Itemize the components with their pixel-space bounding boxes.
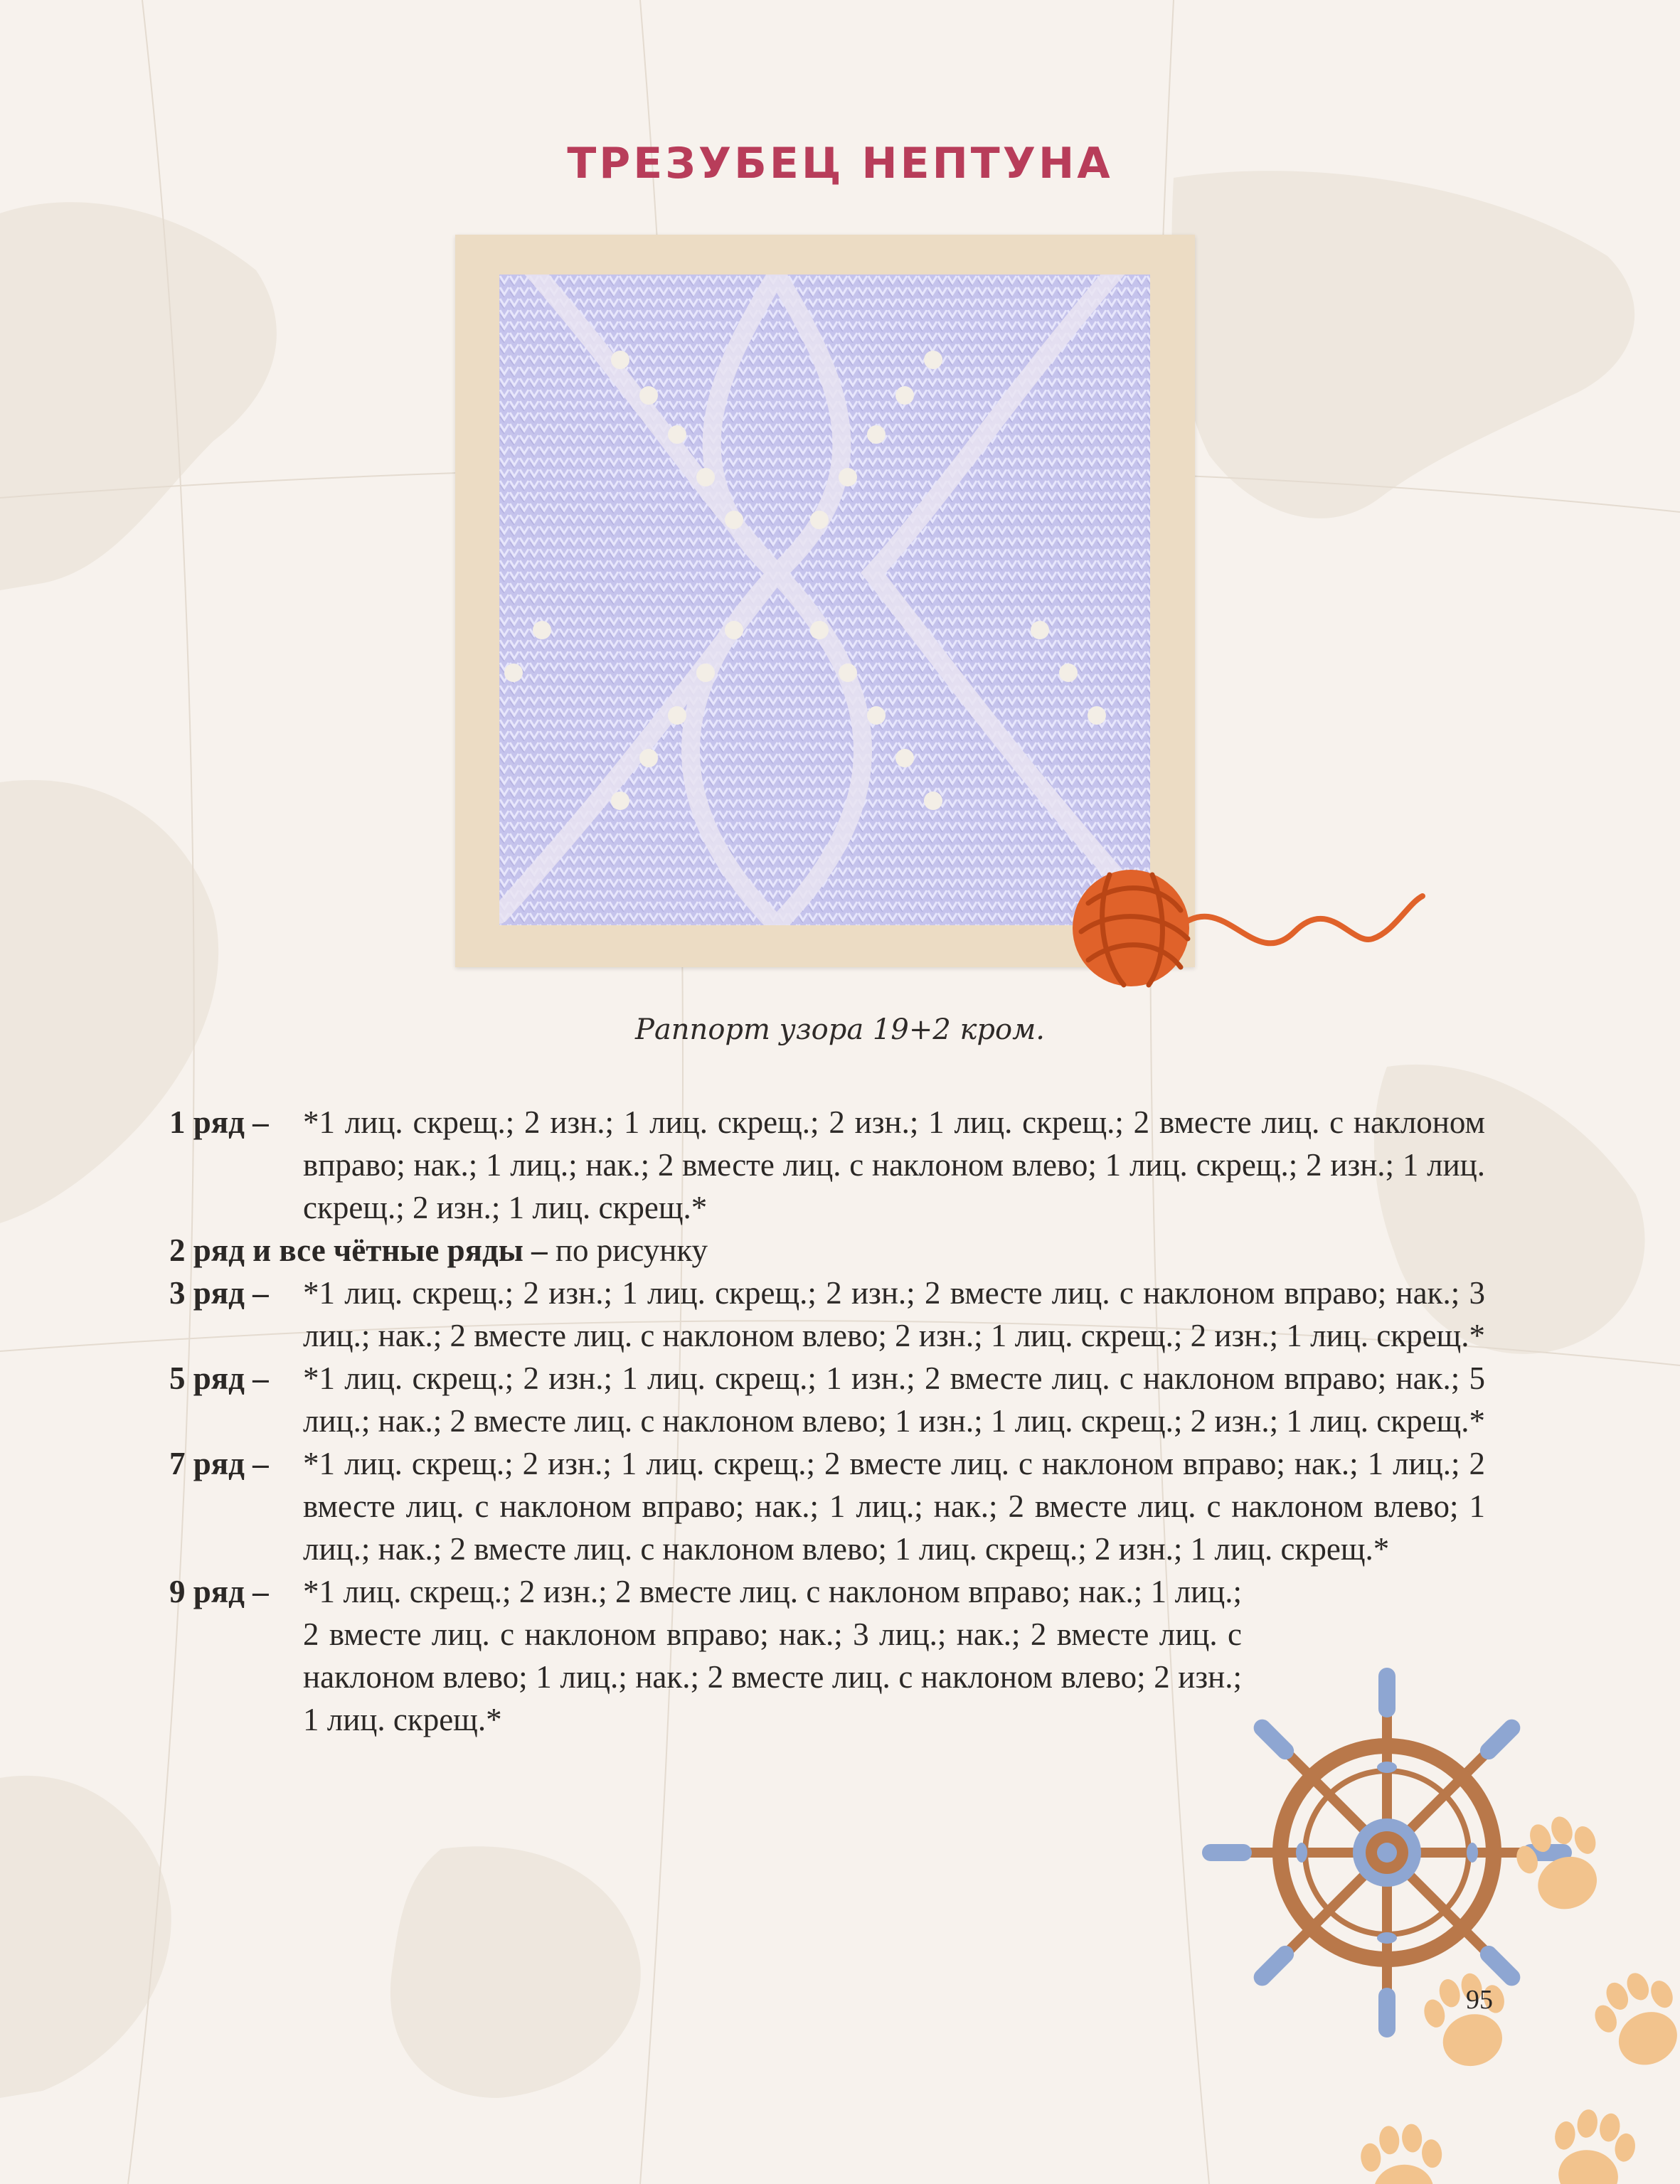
row-3 [169, 1272, 1485, 1357]
row-text: *1 лиц. скрещ.; 2 изн.; 2 вместе лиц. с наклоном вправо; нак.; 1 лиц.; 2 вместе лиц. с наклоном вправо; нак.; 3 лиц.; нак.; 2 вместе лиц. с наклоном влево; 1 лиц.; нак.; 2 вместе лиц. с наклоном влево; 2 изн.; 1 лиц. скрещ.* [303, 1574, 1242, 1737]
row-text: *1 лиц. скрещ.; 2 изн.; 1 лиц. скрещ.; 1 изн.; 2 вместе лиц. с наклоном вправо; нак.; 5 лиц.; нак.; 2 вместе лиц. с наклоном влево; 1 изн.; 1 лиц. скрещ.; 2 изн.; 1 лиц. скрещ.* [303, 1360, 1485, 1439]
row-text: *1 лиц. скрещ.; 2 изн.; 1 лиц. скрещ.; 2 изн.; 2 вместе лиц. с наклоном вправо; нак.; 3 лиц.; нак.; 2 вместе лиц. с наклоном влево; 2 изн.; 1 лиц. скрещ.; 2 изн.; 1 лиц. скрещ.* [303, 1275, 1485, 1353]
row-label: 9 ряд – [169, 1574, 269, 1609]
pattern-caption: Раппорт узора 19+2 кром. [635, 1013, 1045, 1046]
paw-print-icon [1309, 1778, 1680, 2184]
row-label: 3 ряд – [169, 1275, 269, 1311]
row-2 [169, 1229, 1485, 1272]
row-text: *1 лиц. скрещ.; 2 изн.; 1 лиц. скрещ.; 2 изн.; 1 лиц. скрещ.; 2 вместе лиц. с наклоном вправо; нак.; 1 лиц.; нак.; 2 вместе лиц. с наклоном влево; 1 лиц. скрещ.; 2 изн.; 1 лиц. скрещ.; 2 изн.; 1 лиц. скрещ.* [303, 1104, 1485, 1225]
page-number: 95 [1466, 1985, 1493, 2015]
page-title: ТРЕЗУБЕЦ НЕПТУНА [567, 139, 1113, 188]
instructions-list [169, 1101, 1485, 1741]
row-5 [169, 1357, 1485, 1442]
row-1 [169, 1101, 1485, 1229]
row-7 [169, 1442, 1485, 1570]
row-label: 7 ряд – [169, 1446, 269, 1481]
row-9 [169, 1570, 1242, 1741]
row-label: 2 ряд и все чётные ряды – [169, 1232, 548, 1268]
row-label: 5 ряд – [169, 1360, 269, 1396]
row-text: по рисунку [555, 1232, 708, 1268]
yarn-ball-icon [1067, 853, 1437, 996]
knit-swatch-photo [499, 275, 1150, 925]
row-label: 1 ряд – [169, 1104, 269, 1140]
row-text: *1 лиц. скрещ.; 2 изн.; 1 лиц. скрещ.; 2 вместе лиц. с наклоном вправо; нак.; 1 лиц.; 2 вместе лиц. с наклоном вправо; нак.; 1 лиц.; нак.; 2 вместе лиц. с наклоном влево; 1 лиц.; нак.; 2 вместе лиц. с наклоном влево; 1 лиц. скрещ.; 2 изн.; 1 лиц. скрещ.* [303, 1446, 1485, 1567]
